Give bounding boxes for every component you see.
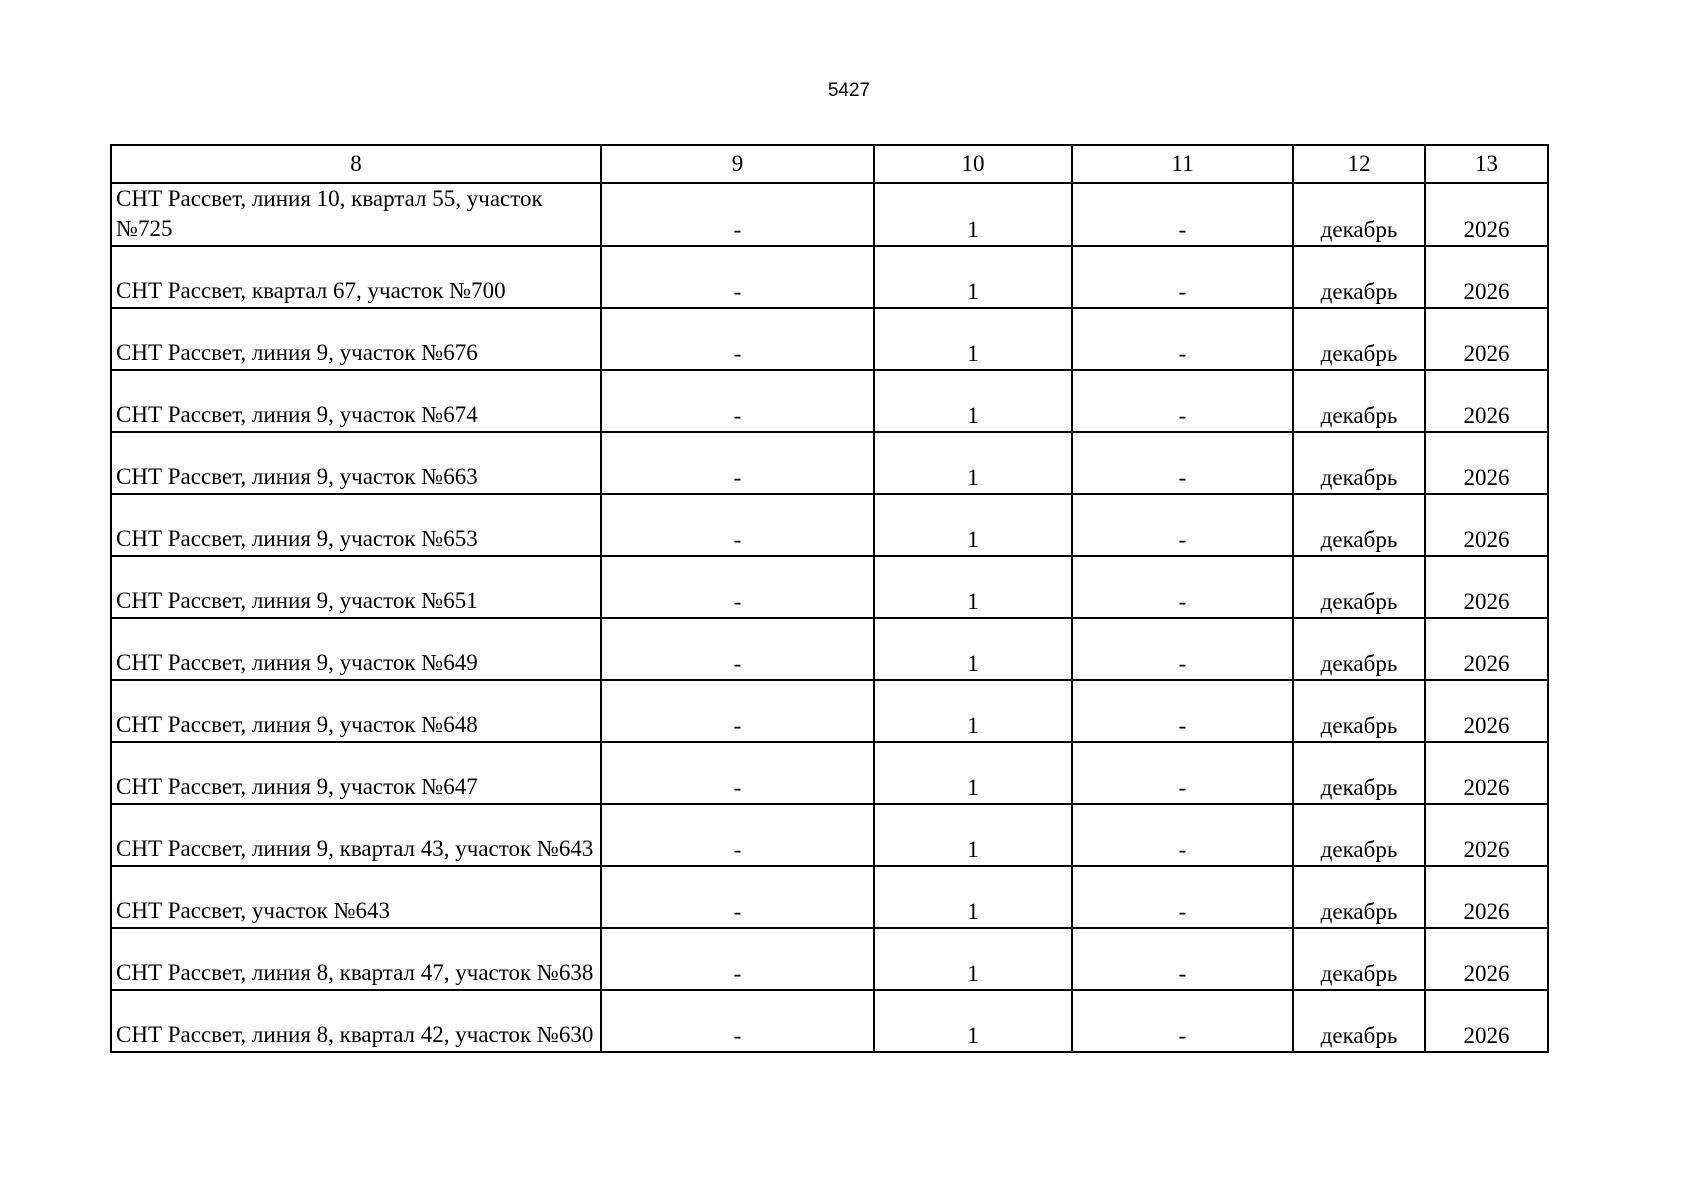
- cell-col-12: декабрь: [1293, 618, 1425, 680]
- cell-col-10: 1: [874, 246, 1072, 308]
- table-row: [111, 742, 1548, 804]
- cell-col-10: 1: [874, 556, 1072, 618]
- address-text: СНТ Рассвет, линия 8, квартал 47, участок №638: [116, 960, 594, 985]
- cell-col-10: 1: [874, 990, 1072, 1052]
- cell-col-12: декабрь: [1293, 990, 1425, 1052]
- cell-col-12: декабрь: [1293, 556, 1425, 618]
- cell-col-13: 2026: [1425, 556, 1548, 618]
- cell-col-9: -: [601, 990, 874, 1052]
- cell-col-13: 2026: [1425, 618, 1548, 680]
- address-text: СНТ Рассвет, линия 9, участок №674: [116, 402, 478, 427]
- cell-col-12: декабрь: [1293, 432, 1425, 494]
- cell-col-12: декабрь: [1293, 680, 1425, 742]
- cell-col-13: 2026: [1425, 680, 1548, 742]
- cell-col-10: 1: [874, 183, 1072, 246]
- cell-address: [111, 680, 601, 742]
- cell-address: [111, 370, 601, 432]
- cell-col-13: 2026: [1425, 866, 1548, 928]
- table-row: [111, 556, 1548, 618]
- column-header: 9: [601, 145, 874, 183]
- cell-address: [111, 618, 601, 680]
- cell-col-13: 2026: [1425, 370, 1548, 432]
- address-text: СНТ Рассвет, линия 9, участок №663: [116, 464, 478, 489]
- address-text: СНТ Рассвет, линия 9, участок №648: [116, 712, 478, 737]
- cell-address: [111, 556, 601, 618]
- cell-col-10: 1: [874, 618, 1072, 680]
- cell-col-13: 2026: [1425, 432, 1548, 494]
- cell-col-10: 1: [874, 680, 1072, 742]
- cell-col-13: 2026: [1425, 308, 1548, 370]
- cell-col-10: 1: [874, 370, 1072, 432]
- cell-address: [111, 928, 601, 990]
- cell-address: [111, 246, 601, 308]
- address-text: СНТ Рассвет, линия 10, квартал 55, участок №725: [116, 186, 543, 241]
- cell-col-9: -: [601, 618, 874, 680]
- cell-col-9: -: [601, 183, 874, 246]
- cell-col-13: 2026: [1425, 494, 1548, 556]
- cell-col-11: -: [1072, 494, 1293, 556]
- cell-address: [111, 308, 601, 370]
- column-header: 8: [111, 145, 601, 183]
- cell-col-9: -: [601, 432, 874, 494]
- cell-col-13: 2026: [1425, 742, 1548, 804]
- cell-col-13: 2026: [1425, 246, 1548, 308]
- cell-col-13: 2026: [1425, 804, 1548, 866]
- cell-col-9: -: [601, 928, 874, 990]
- address-text: СНТ Рассвет, линия 8, квартал 42, участок №630: [116, 1022, 594, 1047]
- cell-col-13: 2026: [1425, 928, 1548, 990]
- cell-col-10: 1: [874, 494, 1072, 556]
- table-row: [111, 804, 1548, 866]
- cell-col-11: -: [1072, 804, 1293, 866]
- cell-col-12: декабрь: [1293, 866, 1425, 928]
- table-row: [111, 183, 1548, 246]
- column-header: 13: [1425, 145, 1548, 183]
- cell-col-12: декабрь: [1293, 742, 1425, 804]
- address-text: СНТ Рассвет, участок №643: [116, 898, 391, 923]
- cell-col-9: -: [601, 866, 874, 928]
- data-table: [110, 144, 1549, 1053]
- cell-col-9: -: [601, 804, 874, 866]
- table-row: [111, 494, 1548, 556]
- cell-address: [111, 494, 601, 556]
- cell-col-12: декабрь: [1293, 308, 1425, 370]
- table-row: [111, 990, 1548, 1052]
- cell-col-13: 2026: [1425, 990, 1548, 1052]
- cell-col-10: 1: [874, 866, 1072, 928]
- cell-address: [111, 804, 601, 866]
- address-text: СНТ Рассвет, линия 9, участок №651: [116, 588, 478, 613]
- table-row: [111, 246, 1548, 308]
- cell-col-11: -: [1072, 866, 1293, 928]
- cell-col-12: декабрь: [1293, 370, 1425, 432]
- column-header: 10: [874, 145, 1072, 183]
- table-body: [111, 183, 1548, 1052]
- cell-col-11: -: [1072, 680, 1293, 742]
- header-row: [111, 145, 1548, 183]
- cell-col-9: -: [601, 370, 874, 432]
- cell-col-9: -: [601, 556, 874, 618]
- cell-col-11: -: [1072, 183, 1293, 246]
- page-number: 5427: [827, 80, 871, 101]
- address-text: СНТ Рассвет, линия 9, участок №647: [116, 774, 478, 799]
- cell-col-10: 1: [874, 804, 1072, 866]
- table-row: [111, 928, 1548, 990]
- address-text: СНТ Рассвет, линия 9, квартал 43, участок №643: [116, 836, 594, 861]
- cell-col-11: -: [1072, 308, 1293, 370]
- cell-col-11: -: [1072, 556, 1293, 618]
- address-text: СНТ Рассвет, линия 9, участок №653: [116, 526, 478, 551]
- cell-col-9: -: [601, 742, 874, 804]
- address-text: СНТ Рассвет, квартал 67, участок №700: [116, 278, 506, 303]
- address-text: СНТ Рассвет, линия 9, участок №649: [116, 650, 478, 675]
- cell-col-12: декабрь: [1293, 494, 1425, 556]
- cell-col-11: -: [1072, 432, 1293, 494]
- table-row: [111, 866, 1548, 928]
- cell-col-9: -: [601, 308, 874, 370]
- cell-col-12: декабрь: [1293, 246, 1425, 308]
- cell-col-11: -: [1072, 990, 1293, 1052]
- cell-address: [111, 432, 601, 494]
- table-row: [111, 370, 1548, 432]
- column-header: 12: [1293, 145, 1425, 183]
- cell-col-11: -: [1072, 742, 1293, 804]
- cell-col-11: -: [1072, 246, 1293, 308]
- table-row: [111, 308, 1548, 370]
- cell-col-9: -: [601, 494, 874, 556]
- cell-address: [111, 742, 601, 804]
- column-header: 11: [1072, 145, 1293, 183]
- cell-col-9: -: [601, 246, 874, 308]
- cell-col-13: 2026: [1425, 183, 1548, 246]
- cell-address: [111, 183, 601, 246]
- cell-col-10: 1: [874, 308, 1072, 370]
- cell-col-10: 1: [874, 742, 1072, 804]
- cell-col-9: -: [601, 680, 874, 742]
- cell-col-10: 1: [874, 928, 1072, 990]
- cell-col-10: 1: [874, 432, 1072, 494]
- cell-col-11: -: [1072, 928, 1293, 990]
- table-row: [111, 680, 1548, 742]
- cell-col-12: декабрь: [1293, 928, 1425, 990]
- address-text: СНТ Рассвет, линия 9, участок №676: [116, 340, 478, 365]
- cell-col-12: декабрь: [1293, 804, 1425, 866]
- cell-address: [111, 866, 601, 928]
- cell-col-11: -: [1072, 370, 1293, 432]
- table-row: [111, 618, 1548, 680]
- table-row: [111, 432, 1548, 494]
- cell-col-12: декабрь: [1293, 183, 1425, 246]
- cell-address: [111, 990, 601, 1052]
- cell-col-11: -: [1072, 618, 1293, 680]
